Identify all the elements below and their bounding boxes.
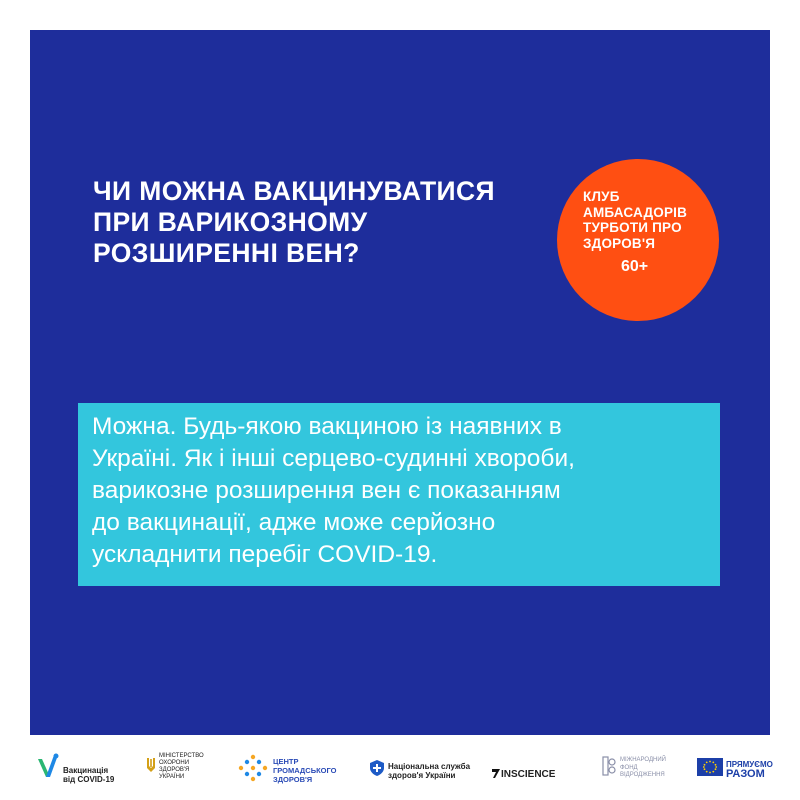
logo-text-line: МІЖНАРОДНИЙ (620, 757, 666, 764)
answer-line: ускладнити перебіг COVID-19. (92, 541, 438, 568)
eu-flag-icon (697, 758, 723, 781)
logo-text-line: здоров'я України (388, 770, 456, 780)
page-title (93, 176, 553, 269)
badge-age: 60+ (621, 258, 649, 275)
slash-icon (492, 765, 500, 783)
vaccination-logo (36, 753, 114, 786)
logo-text-line: ПРЯМУЄМО (726, 759, 773, 769)
logo-text-line: МІНІСТЕРСТВО (159, 753, 204, 759)
nhsu-logo (370, 760, 470, 781)
logo-text-line: ЗДОРОВ'Я (273, 775, 313, 784)
logo-text-line: ЗДОРОВ'Я (159, 767, 190, 773)
badge-line: АМБАСАДОРІВ (583, 204, 688, 220)
answer-line: Україні. Як і інші серцево-судинні хвороби, (92, 445, 575, 472)
logo-text-line: від COVID-19 (63, 774, 115, 784)
shield-cross-icon (370, 760, 384, 781)
badge-line: ТУРБОТИ ПРО (583, 220, 682, 235)
answer-line: до вакцинації, адже може серйозно (92, 509, 496, 536)
answer-line: Можна. Будь-якою вакциною із наявних в (92, 413, 562, 440)
logo-text-line: ОХОРОНИ (159, 760, 190, 766)
irf-icon (602, 756, 616, 781)
club-badge (557, 159, 719, 321)
title-line: РОЗШИРЕННІ ВЕН? (93, 238, 360, 268)
logo-text-line: ЦЕНТР (273, 757, 299, 766)
badge-line: КЛУБ (583, 189, 620, 204)
eu-together-logo (697, 758, 773, 781)
v-check-logo-icon (36, 753, 60, 786)
logo-text-line: УКРАЇНИ (159, 774, 185, 780)
logo-text-line: РАЗОМ (726, 767, 765, 780)
dots-pattern-icon (238, 754, 268, 787)
public-health-center-logo (238, 754, 336, 787)
partner-logos-footer (0, 745, 800, 800)
logo-text-line: Національна служба (388, 761, 471, 771)
badge-text (583, 189, 687, 251)
main-panel (30, 30, 770, 735)
answer-line: варикозне розширення вен є показанням (92, 477, 561, 504)
inscience-logo (492, 765, 555, 783)
logo-text-line: ФОНД (620, 764, 638, 771)
ministry-logo (146, 753, 204, 781)
badge-line: ЗДОРОВ'Я (583, 235, 656, 251)
irf-logo (602, 756, 666, 781)
answer-box (78, 403, 720, 586)
logo-text-line: ГРОМАДСЬКОГО (273, 766, 337, 775)
title-line: ПРИ ВАРИКОЗНОМУ (93, 207, 368, 237)
logo-text-line: INSCIENCE (501, 768, 556, 780)
title-line: ЧИ МОЖНА ВАКЦИНУВАТИСЯ (93, 176, 495, 206)
trident-icon (146, 757, 156, 778)
logo-text-line: ВІДРОДЖЕННЯ (620, 772, 665, 779)
logo-text-line: Вакцинація (63, 765, 109, 775)
